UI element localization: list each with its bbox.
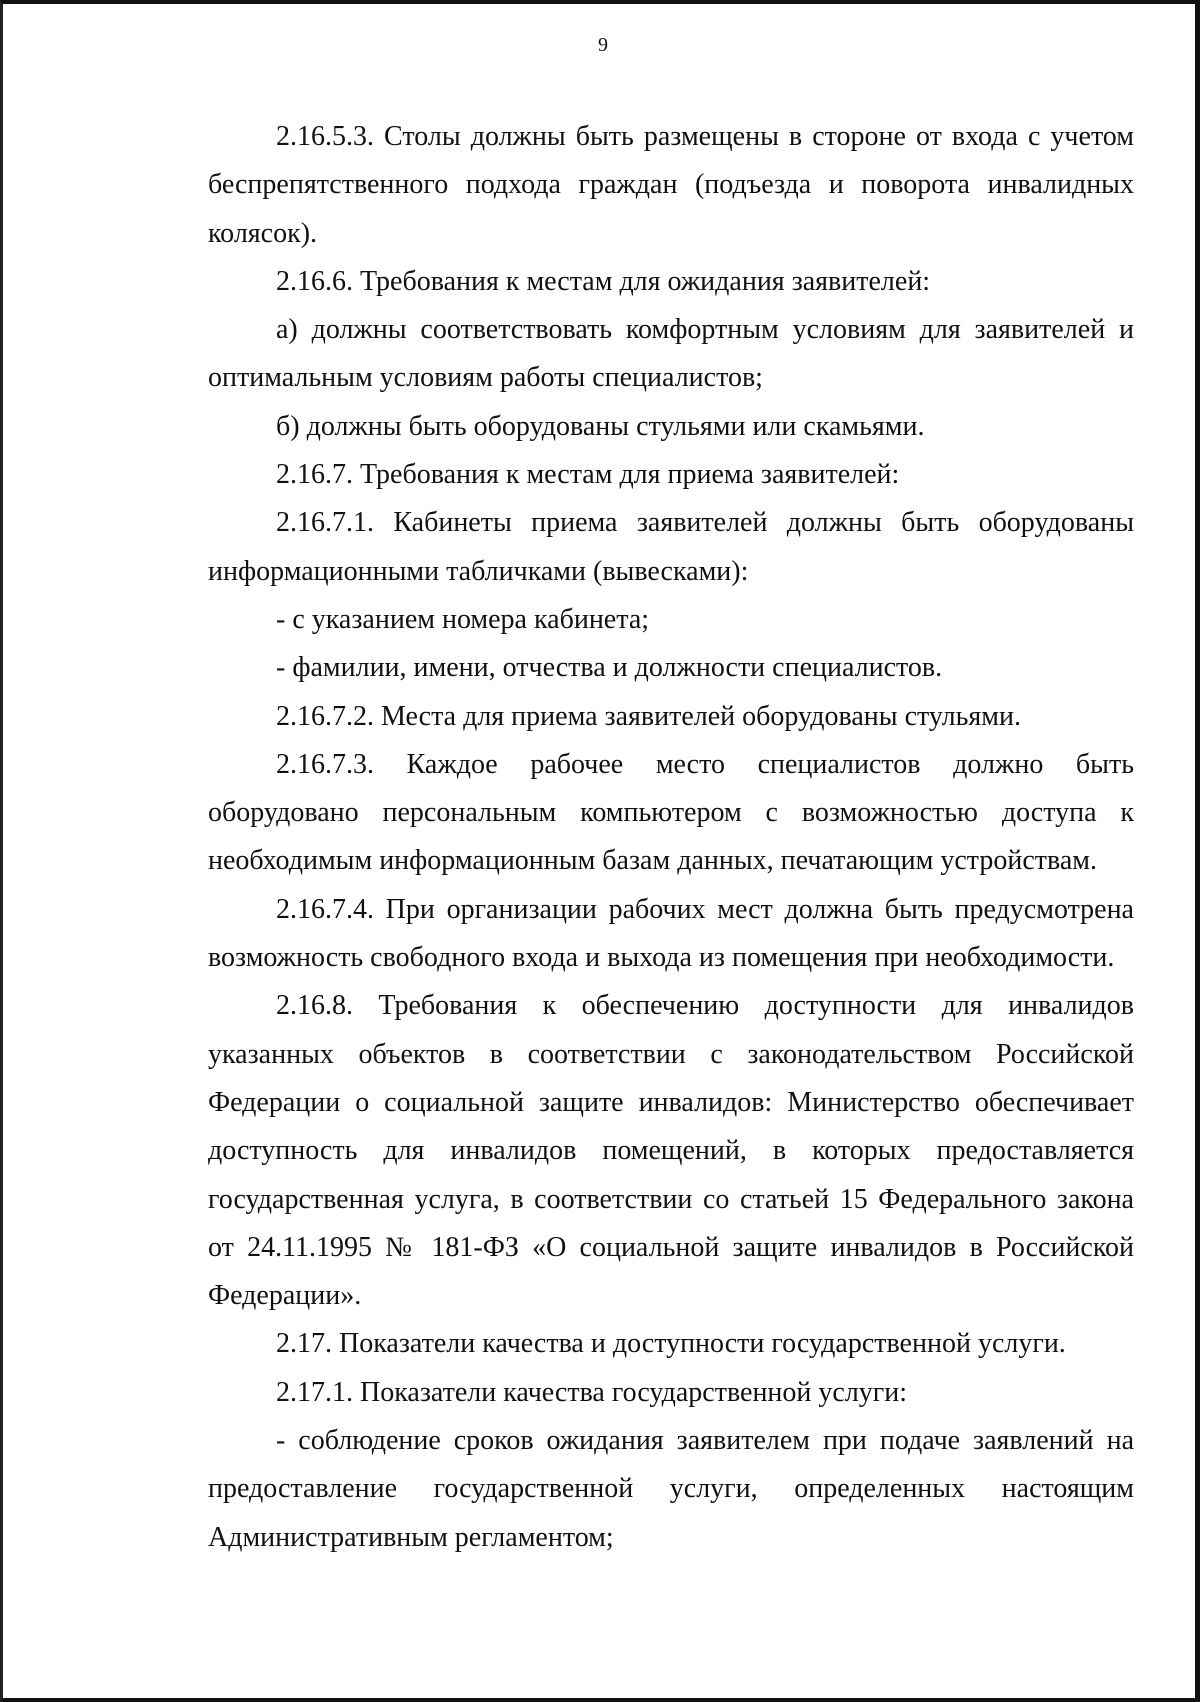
paragraph-2-16-7-3: 2.16.7.3. Каждое рабочее место специалистов должно быть оборудовано персональным компьютером с возможностью доступа к необходимым информационным базам данных, печатающим устройствам. (208, 748, 1134, 877)
document-body (208, 113, 1134, 1562)
paragraph-2-16-7-2: 2.16.7.2. Места для приема заявителей оборудованы стульями. (276, 700, 1021, 732)
paragraph-2-16-5-3: 2.16.5.3. Столы должны быть размещены в стороне от входа с учетом беспрепятственного подхода граждан (подъезда и поворота инвалидных колясок). (208, 121, 1134, 249)
paragraph-2-16-6: 2.16.6. Требования к местам для ожидания заявителей: (276, 265, 931, 297)
paragraph-2-16-7-1: 2.16.7.1. Кабинеты приема заявителей должны быть оборудованы информационными табличками (вывесками): (208, 507, 1134, 587)
paragraph-2-16-8: 2.16.8. Требования к обеспечению доступности для инвалидов указанных объектов в соответствии с законодательством Российской Федерации о социальной защите инвалидов: Министерство обеспечивает доступность для инвалидов помещений, в которых предоставляется государственная услуга, в соответствии со статьей 15 Федерального закона от 24.11.1995 № 181-ФЗ «О социальной защите инвалидов в Российской Федерации». (208, 990, 1134, 1312)
paragraph-2-16-7-4: 2.16.7.4. При организации рабочих мест должна быть предусмотрена возможность свободного входа и выхода из помещения при необходимости. (208, 893, 1134, 974)
list-item-specialist-names: - фамилии, имени, отчества и должности специалистов. (276, 652, 943, 684)
paragraph-item-a: а) должны соответствовать комфортным условиям для заявителей и оптимальным условиям работы специалистов; (208, 314, 1134, 394)
paragraph-2-17-1: 2.17.1. Показатели качества государственной услуги: (276, 1376, 908, 1408)
list-item-waiting-times: - соблюдение сроков ожидания заявителем при подаче заявлений на предоставление государственной услуги, определенных настоящим Административным регламентом; (208, 1425, 1134, 1553)
list-item-cabinet-number: - с указанием номера кабинета; (276, 603, 650, 635)
page-number: 9 (598, 34, 608, 56)
paragraph-item-b: б) должны быть оборудованы стульями или скамьями. (276, 410, 925, 442)
paragraph-2-16-7: 2.16.7. Требования к местам для приема заявителей: (276, 459, 900, 491)
paragraph-2-17: 2.17. Показатели качества и доступности государственной услуги. (276, 1328, 1066, 1360)
